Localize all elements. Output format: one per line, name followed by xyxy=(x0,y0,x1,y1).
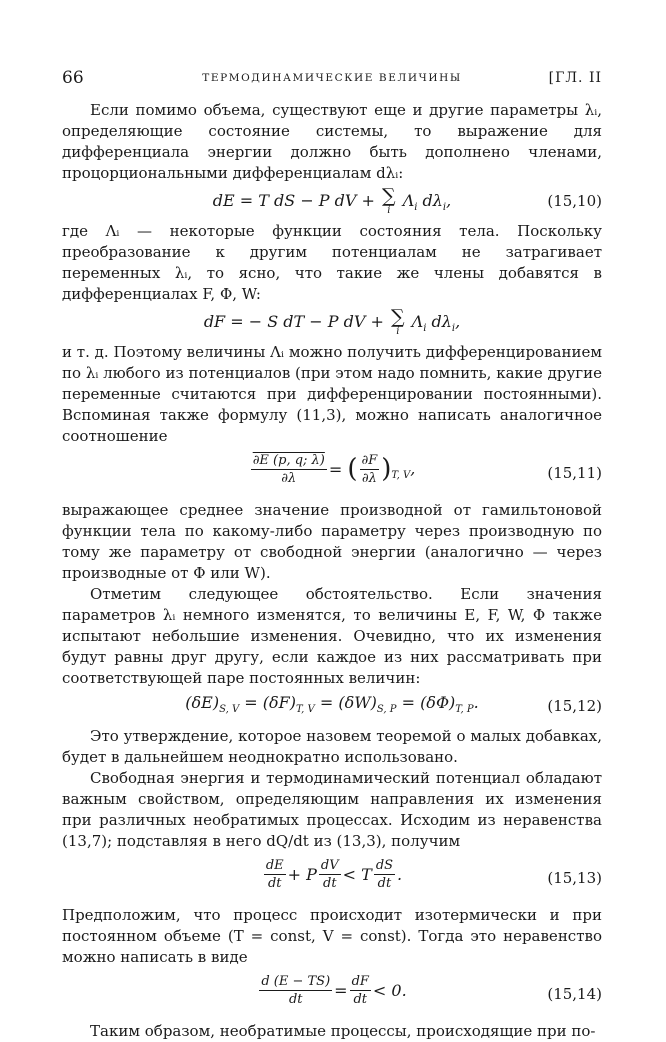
equation-dF xyxy=(62,308,602,338)
formula: dF = − S dT − P dV + ∑ i $\Lambda_i$ $d\lambda_i$, xyxy=(203,306,461,337)
page-header xyxy=(62,68,602,94)
paragraph: Отметим следующее обстоятельство. Если значения параметров λᵢ немного изменятся, то величины E, F, W, Φ также испытают небольшие изменения. Очевидно, что их изменения будут равны друг другу, если каждое из них рассматривать при соответствующей паре постоянных величин: xyxy=(62,585,602,687)
page-body xyxy=(62,100,602,1042)
equation-number: (15,14) xyxy=(547,985,602,1003)
formula: $\frac{\partial E (p, q; \lambda)}{\partial\lambda}$ = ( $\frac{\partial F}{\partial\lambda}$ )$_{T, V}$, xyxy=(252,453,416,486)
formula: $\frac{d (E - TS)}{dt}$ = $\frac{dF}{dt}$ < 0. xyxy=(261,974,407,1007)
formula: $(\delta E)_{S, V} = (\delta F)_{T, V} = (\delta W)_{S, P} = (\delta\Phi)_{T, P}$. xyxy=(185,693,479,716)
formula: $\frac{dE}{dt}$ + P $\frac{dV}{dt}$ < T $\frac{dS}{dt}$ . xyxy=(265,858,403,891)
chapter-label: [ГЛ. II xyxy=(548,70,602,86)
equation-15-11 xyxy=(62,450,602,496)
paragraph: Таким образом, необратимые процессы, происходящие при по- xyxy=(90,1022,596,1040)
equation-15-13 xyxy=(62,855,602,901)
page-number: 66 xyxy=(62,68,84,88)
paragraph: где Λᵢ — некоторые функции состояния тела. Поскольку преобразование к другим потенциалам не затрагивает переменных λᵢ, то ясно, что такие же члены добавятся в дифференциалах F, Φ, W: xyxy=(62,222,602,303)
equation-number: (15,13) xyxy=(547,869,602,887)
paragraph: Свободная энергия и термодинамический потенциал обладают важным свойством, определяющим направления их изменения при различных необратимых процессах. Исходим из неравенства (13,7); подставляя в него dQ/dt из (13,3), получим xyxy=(62,769,602,850)
paragraph: Предположим, что процесс происходит изотермически и при постоянном объеме (T = const, V = const). Тогда это неравенство можно написать в виде xyxy=(62,906,602,966)
equation-number: (15,11) xyxy=(547,464,602,482)
equation-15-14 xyxy=(62,971,602,1017)
paragraph: Если помимо объема, существуют еще и другие параметры λᵢ, определяющие состояние системы, то выражение для дифференциала энергии должно быть дополнено членами, процорциональными дифференциалам dλᵢ: xyxy=(62,101,602,182)
formula: dE = T dS − P dV + ∑ i $\Lambda_i$ $d\lambda_i$, xyxy=(212,185,452,216)
paragraph: выражающее среднее значение производной от гамильтоновой функции тела по какому-либо параметру через производную по тому же параметру от свободной энергии (аналогично — через производные от Φ или W). xyxy=(62,501,602,582)
equation-number: (15,12) xyxy=(547,697,602,715)
paragraph: Это утверждение, которое назовем теоремой о малых добавках, будет в дальнейшем неоднократно использовано. xyxy=(62,727,602,766)
equation-15-12 xyxy=(62,692,602,722)
equation-15-10 xyxy=(62,187,602,217)
paragraph: и т. д. Поэтому величины Λᵢ можно получить дифференцированием по λᵢ любого из потенциалов (при этом надо помнить, какие другие переменные считаются при дифференцировании постоянными). Вспоминая также формулу (11,3), можно написать аналогичное соотношение xyxy=(62,343,602,445)
running-title: ТЕРМОДИНАМИЧЕСКИЕ ВЕЛИЧИНЫ xyxy=(202,72,462,84)
equation-number: (15,10) xyxy=(547,192,602,210)
